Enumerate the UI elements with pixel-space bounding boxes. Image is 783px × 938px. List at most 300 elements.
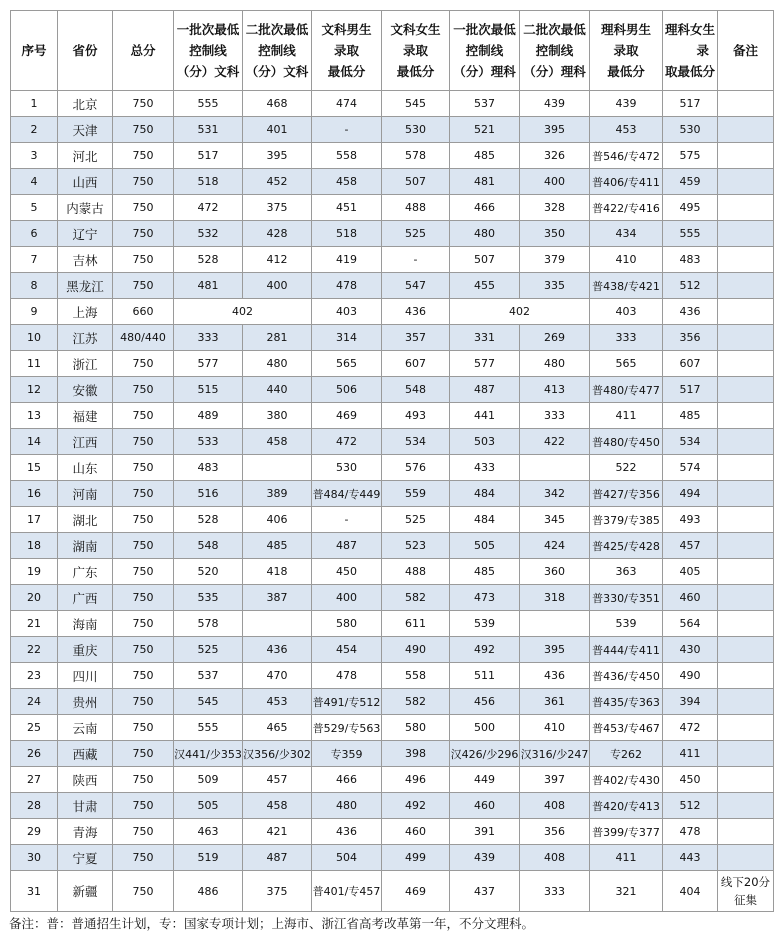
cell-tier1-arts: 489	[174, 403, 243, 429]
cell-tier1-science: 507	[450, 247, 520, 273]
header-tier2-arts-line: （分）文科	[245, 64, 309, 79]
cell-tier2-arts: 470	[243, 663, 312, 689]
cell-tier2-arts: 452	[243, 169, 312, 195]
cell-tier1-science: 484	[450, 481, 520, 507]
cell-science-male: 专262	[590, 741, 663, 767]
cell-science-male: 434	[590, 221, 663, 247]
header-tier2-science	[520, 11, 590, 91]
cell-province: 天津	[58, 117, 113, 143]
cell-arts-female: 488	[382, 559, 450, 585]
header-tier1-science-line: （分）理科	[453, 64, 516, 79]
header-remarks	[718, 11, 774, 91]
cell-tier2-science: 328	[520, 195, 590, 221]
cell-tier2-arts: 468	[243, 91, 312, 117]
cell-tier1-science: 460	[450, 793, 520, 819]
cell-province: 湖北	[58, 507, 113, 533]
table-row	[11, 299, 774, 325]
cell-tier1-science: 503	[450, 429, 520, 455]
cell-tier2-science: 436	[520, 663, 590, 689]
cell-tier1-arts: 535	[174, 585, 243, 611]
cell-index: 31	[11, 871, 58, 912]
cell-tier1-arts: 518	[174, 169, 243, 195]
cell-total: 660	[113, 299, 174, 325]
cell-index: 29	[11, 819, 58, 845]
cell-science-female: 356	[663, 325, 718, 351]
cell-tier1-science: 437	[450, 871, 520, 912]
cell-arts-male: 专359	[312, 741, 382, 767]
cell-arts-male: 419	[312, 247, 382, 273]
cell-science-female: 478	[663, 819, 718, 845]
cell-total: 750	[113, 481, 174, 507]
cell-total: 750	[113, 871, 174, 912]
cell-tier2-science: 333	[520, 403, 590, 429]
cell-province: 甘肃	[58, 793, 113, 819]
cell-tier1-arts: 548	[174, 533, 243, 559]
cell-remarks	[718, 793, 774, 819]
cell-tier2-arts: 453	[243, 689, 312, 715]
table-row	[11, 611, 774, 637]
cell-tier1-science: 466	[450, 195, 520, 221]
cell-total: 750	[113, 117, 174, 143]
cell-tier2-arts: 485	[243, 533, 312, 559]
cell-tier1-science: 402	[450, 299, 590, 325]
cell-arts-male: 普484/专449	[312, 481, 382, 507]
cell-tier1-arts: 517	[174, 143, 243, 169]
cell-arts-female: 580	[382, 715, 450, 741]
cell-tier1-arts: 528	[174, 247, 243, 273]
cell-tier2-arts: 389	[243, 481, 312, 507]
cell-tier2-science: 439	[520, 91, 590, 117]
cell-total: 750	[113, 403, 174, 429]
cell-science-female: 411	[663, 741, 718, 767]
cell-arts-male: 558	[312, 143, 382, 169]
cell-remarks	[718, 325, 774, 351]
cell-arts-female: 530	[382, 117, 450, 143]
table-row	[11, 195, 774, 221]
cell-tier2-science: 333	[520, 871, 590, 912]
cell-tier1-arts: 519	[174, 845, 243, 871]
cell-tier1-science: 577	[450, 351, 520, 377]
table-row	[11, 819, 774, 845]
cell-tier1-science: 511	[450, 663, 520, 689]
cell-province: 河北	[58, 143, 113, 169]
cell-arts-female: 357	[382, 325, 450, 351]
cell-arts-female: 493	[382, 403, 450, 429]
cell-science-female: 430	[663, 637, 718, 663]
cell-tier1-arts: 531	[174, 117, 243, 143]
cell-province: 辽宁	[58, 221, 113, 247]
cell-tier2-arts: 457	[243, 767, 312, 793]
cell-province: 贵州	[58, 689, 113, 715]
cell-arts-female: 523	[382, 533, 450, 559]
cell-province: 海南	[58, 611, 113, 637]
cell-tier1-science: 439	[450, 845, 520, 871]
header-arts-female-min-line: 最低分	[396, 64, 435, 79]
cell-tier1-science: 485	[450, 143, 520, 169]
cell-science-female: 575	[663, 143, 718, 169]
cell-index: 23	[11, 663, 58, 689]
cell-arts-female: 460	[382, 819, 450, 845]
cell-province: 安徽	[58, 377, 113, 403]
table-row	[11, 273, 774, 299]
cell-tier1-arts: 532	[174, 221, 243, 247]
cell-tier1-arts: 483	[174, 455, 243, 481]
cell-arts-male: -	[312, 507, 382, 533]
cell-total: 750	[113, 221, 174, 247]
cell-science-female: 494	[663, 481, 718, 507]
cell-province: 陕西	[58, 767, 113, 793]
cell-science-male: 普480/专477	[590, 377, 663, 403]
cell-tier1-arts: 578	[174, 611, 243, 637]
cell-arts-male: 506	[312, 377, 382, 403]
header-tier1-arts-line: 控制线	[189, 43, 227, 58]
cell-arts-female: 534	[382, 429, 450, 455]
cell-tier1-science: 505	[450, 533, 520, 559]
table-row	[11, 221, 774, 247]
cell-tier1-science: 473	[450, 585, 520, 611]
cell-province: 江苏	[58, 325, 113, 351]
header-tier1-science-line: 控制线	[465, 43, 504, 58]
cell-total: 750	[113, 273, 174, 299]
cell-province: 山东	[58, 455, 113, 481]
cell-arts-male: 474	[312, 91, 382, 117]
cell-index: 18	[11, 533, 58, 559]
cell-index: 12	[11, 377, 58, 403]
cell-arts-male: 472	[312, 429, 382, 455]
header-arts-male-min	[312, 11, 382, 91]
cell-tier1-arts: 528	[174, 507, 243, 533]
cell-province: 重庆	[58, 637, 113, 663]
cell-tier2-arts	[243, 455, 312, 481]
cell-tier2-arts: 401	[243, 117, 312, 143]
table-row	[11, 429, 774, 455]
cell-index: 14	[11, 429, 58, 455]
cell-total: 750	[113, 429, 174, 455]
cell-arts-male: 普401/专457	[312, 871, 382, 912]
cell-arts-female: 582	[382, 585, 450, 611]
cell-total: 750	[113, 377, 174, 403]
cell-arts-female: 558	[382, 663, 450, 689]
cell-index: 24	[11, 689, 58, 715]
cell-science-female: 607	[663, 351, 718, 377]
cell-province: 云南	[58, 715, 113, 741]
cell-arts-female: 436	[382, 299, 450, 325]
cell-remarks	[718, 715, 774, 741]
cell-remarks	[718, 273, 774, 299]
cell-index: 25	[11, 715, 58, 741]
cell-tier2-arts: 480	[243, 351, 312, 377]
cell-tier2-science: 395	[520, 117, 590, 143]
cell-index: 30	[11, 845, 58, 871]
cell-index: 2	[11, 117, 58, 143]
header-science-female-min	[663, 11, 718, 91]
cell-science-male: 普406/专411	[590, 169, 663, 195]
cell-remarks	[718, 455, 774, 481]
cell-arts-male: 400	[312, 585, 382, 611]
cell-arts-male: 469	[312, 403, 382, 429]
cell-science-female: 490	[663, 663, 718, 689]
cell-remarks	[718, 507, 774, 533]
cell-arts-male: 403	[312, 299, 382, 325]
cell-tier2-science: 408	[520, 845, 590, 871]
cell-science-female: 405	[663, 559, 718, 585]
cell-tier1-science: 537	[450, 91, 520, 117]
cell-tier2-science: 410	[520, 715, 590, 741]
cell-tier1-science: 441	[450, 403, 520, 429]
cell-total: 750	[113, 195, 174, 221]
cell-total: 750	[113, 169, 174, 195]
cell-remarks	[718, 533, 774, 559]
cell-tier1-science: 331	[450, 325, 520, 351]
cell-tier1-science: 456	[450, 689, 520, 715]
cell-science-female: 493	[663, 507, 718, 533]
cell-arts-male: -	[312, 117, 382, 143]
admission-score-table	[10, 10, 774, 912]
cell-science-male: 410	[590, 247, 663, 273]
cell-science-female: 436	[663, 299, 718, 325]
cell-science-female: 394	[663, 689, 718, 715]
cell-science-female: 457	[663, 533, 718, 559]
cell-tier1-science: 492	[450, 637, 520, 663]
cell-tier2-arts: 375	[243, 195, 312, 221]
cell-tier2-science: 318	[520, 585, 590, 611]
header-tier1-arts-line: 一批次最低	[176, 22, 240, 37]
table-row	[11, 325, 774, 351]
table-row	[11, 689, 774, 715]
cell-index: 3	[11, 143, 58, 169]
header-tier2-science-line: 控制线	[535, 43, 574, 58]
cell-total: 750	[113, 247, 174, 273]
cell-index: 13	[11, 403, 58, 429]
cell-remarks	[718, 741, 774, 767]
cell-arts-female: 525	[382, 507, 450, 533]
cell-science-male: 522	[590, 455, 663, 481]
table-row	[11, 377, 774, 403]
cell-tier2-science: 342	[520, 481, 590, 507]
cell-remarks	[718, 221, 774, 247]
cell-science-female: 517	[663, 377, 718, 403]
table-row	[11, 143, 774, 169]
cell-index: 8	[11, 273, 58, 299]
cell-arts-male: 450	[312, 559, 382, 585]
cell-tier2-arts	[243, 611, 312, 637]
cell-tier1-arts: 520	[174, 559, 243, 585]
cell-tier1-arts: 481	[174, 273, 243, 299]
cell-arts-female: 469	[382, 871, 450, 912]
cell-tier1-arts: 525	[174, 637, 243, 663]
table-row	[11, 247, 774, 273]
cell-remarks	[718, 585, 774, 611]
cell-index: 7	[11, 247, 58, 273]
cell-tier2-science: 379	[520, 247, 590, 273]
header-arts-female-min-line: 录取	[402, 43, 428, 58]
cell-remarks	[718, 637, 774, 663]
header-index	[11, 11, 58, 91]
cell-remarks	[718, 481, 774, 507]
cell-arts-female: -	[382, 247, 450, 273]
cell-tier1-arts: 516	[174, 481, 243, 507]
cell-province: 黑龙江	[58, 273, 113, 299]
header-tier2-arts	[243, 11, 312, 91]
cell-tier2-science: 356	[520, 819, 590, 845]
cell-index: 28	[11, 793, 58, 819]
cell-science-male: 453	[590, 117, 663, 143]
cell-tier2-arts: 421	[243, 819, 312, 845]
cell-tier1-arts: 533	[174, 429, 243, 455]
cell-tier2-science: 413	[520, 377, 590, 403]
header-arts-female-min-line: 文科女生	[390, 22, 441, 37]
cell-arts-male: 458	[312, 169, 382, 195]
cell-province: 福建	[58, 403, 113, 429]
cell-total: 750	[113, 663, 174, 689]
cell-index: 19	[11, 559, 58, 585]
cell-tier1-science: 487	[450, 377, 520, 403]
cell-science-female: 534	[663, 429, 718, 455]
cell-index: 4	[11, 169, 58, 195]
cell-science-male: 普422/专416	[590, 195, 663, 221]
cell-tier2-arts: 487	[243, 845, 312, 871]
cell-arts-female: 559	[382, 481, 450, 507]
cell-tier1-arts: 545	[174, 689, 243, 715]
cell-remarks	[718, 91, 774, 117]
cell-index: 16	[11, 481, 58, 507]
cell-science-male: 普402/专430	[590, 767, 663, 793]
cell-science-male: 普453/专467	[590, 715, 663, 741]
cell-remarks	[718, 845, 774, 871]
cell-index: 15	[11, 455, 58, 481]
cell-index: 26	[11, 741, 58, 767]
cell-science-male: 普546/专472	[590, 143, 663, 169]
cell-tier2-arts: 412	[243, 247, 312, 273]
cell-total: 750	[113, 611, 174, 637]
cell-total: 750	[113, 559, 174, 585]
cell-tier2-arts: 418	[243, 559, 312, 585]
cell-tier2-arts: 440	[243, 377, 312, 403]
cell-arts-male: 451	[312, 195, 382, 221]
cell-tier2-arts: 400	[243, 273, 312, 299]
cell-province: 内蒙古	[58, 195, 113, 221]
table-row	[11, 715, 774, 741]
header-province-line: 省份	[72, 43, 98, 58]
header-science-male-min-line: 最低分	[607, 64, 645, 79]
cell-arts-male: 478	[312, 273, 382, 299]
table-row	[11, 351, 774, 377]
cell-tier2-science	[520, 611, 590, 637]
cell-tier1-arts: 472	[174, 195, 243, 221]
cell-index: 22	[11, 637, 58, 663]
cell-province: 新疆	[58, 871, 113, 912]
cell-remarks	[718, 377, 774, 403]
cell-arts-female: 548	[382, 377, 450, 403]
cell-tier2-arts: 375	[243, 871, 312, 912]
cell-remarks	[718, 611, 774, 637]
cell-science-female: 459	[663, 169, 718, 195]
table-row	[11, 169, 774, 195]
cell-tier1-arts: 509	[174, 767, 243, 793]
cell-arts-male: 478	[312, 663, 382, 689]
cell-arts-female: 611	[382, 611, 450, 637]
cell-arts-male: 565	[312, 351, 382, 377]
cell-science-male: 411	[590, 845, 663, 871]
cell-tier2-arts: 380	[243, 403, 312, 429]
cell-tier1-arts: 555	[174, 91, 243, 117]
cell-remarks	[718, 403, 774, 429]
cell-arts-male: 普491/专512	[312, 689, 382, 715]
cell-total: 750	[113, 741, 174, 767]
cell-index: 27	[11, 767, 58, 793]
cell-total: 750	[113, 533, 174, 559]
cell-remarks	[718, 143, 774, 169]
cell-science-female: 460	[663, 585, 718, 611]
cell-arts-male: 466	[312, 767, 382, 793]
header-total-score-line: 总分	[130, 43, 156, 58]
table-row	[11, 845, 774, 871]
cell-tier2-science: 269	[520, 325, 590, 351]
cell-science-female: 443	[663, 845, 718, 871]
cell-arts-female: 525	[382, 221, 450, 247]
cell-province: 青海	[58, 819, 113, 845]
table-row	[11, 637, 774, 663]
cell-tier2-science: 422	[520, 429, 590, 455]
cell-tier1-science: 481	[450, 169, 520, 195]
header-science-female-min-line: 录	[696, 43, 709, 58]
cell-total: 750	[113, 819, 174, 845]
cell-total: 750	[113, 507, 174, 533]
cell-science-male: 普480/专450	[590, 429, 663, 455]
cell-tier1-arts: 463	[174, 819, 243, 845]
cell-science-male: 普436/专450	[590, 663, 663, 689]
cell-tier2-science: 424	[520, 533, 590, 559]
table-row	[11, 533, 774, 559]
cell-province: 西藏	[58, 741, 113, 767]
cell-remarks	[718, 117, 774, 143]
header-tier1-arts	[174, 11, 243, 91]
cell-tier2-arts: 387	[243, 585, 312, 611]
cell-science-female: 555	[663, 221, 718, 247]
cell-science-female: 483	[663, 247, 718, 273]
cell-remarks	[718, 689, 774, 715]
cell-total: 750	[113, 767, 174, 793]
cell-index: 11	[11, 351, 58, 377]
cell-tier2-arts: 395	[243, 143, 312, 169]
cell-science-male: 普330/专351	[590, 585, 663, 611]
header-tier2-arts-line: 控制线	[258, 43, 296, 58]
cell-remarks	[718, 247, 774, 273]
cell-arts-female: 488	[382, 195, 450, 221]
header-remarks-line: 备注	[732, 43, 758, 58]
cell-arts-male: 436	[312, 819, 382, 845]
cell-tier2-science: 361	[520, 689, 590, 715]
cell-index: 20	[11, 585, 58, 611]
cell-science-female: 404	[663, 871, 718, 912]
cell-arts-male: 454	[312, 637, 382, 663]
cell-total: 750	[113, 689, 174, 715]
header-science-female-min-line: 取最低分	[664, 64, 715, 79]
table-row	[11, 403, 774, 429]
cell-tier2-arts: 458	[243, 429, 312, 455]
table-row	[11, 767, 774, 793]
cell-province: 广东	[58, 559, 113, 585]
table-row	[11, 507, 774, 533]
cell-tier2-science: 360	[520, 559, 590, 585]
cell-tier2-science: 400	[520, 169, 590, 195]
cell-science-male: 普438/专421	[590, 273, 663, 299]
header-science-male-min-line: 理科男生	[600, 22, 651, 37]
cell-remarks	[718, 169, 774, 195]
cell-index: 5	[11, 195, 58, 221]
cell-tier1-science: 500	[450, 715, 520, 741]
cell-science-male: 普379/专385	[590, 507, 663, 533]
